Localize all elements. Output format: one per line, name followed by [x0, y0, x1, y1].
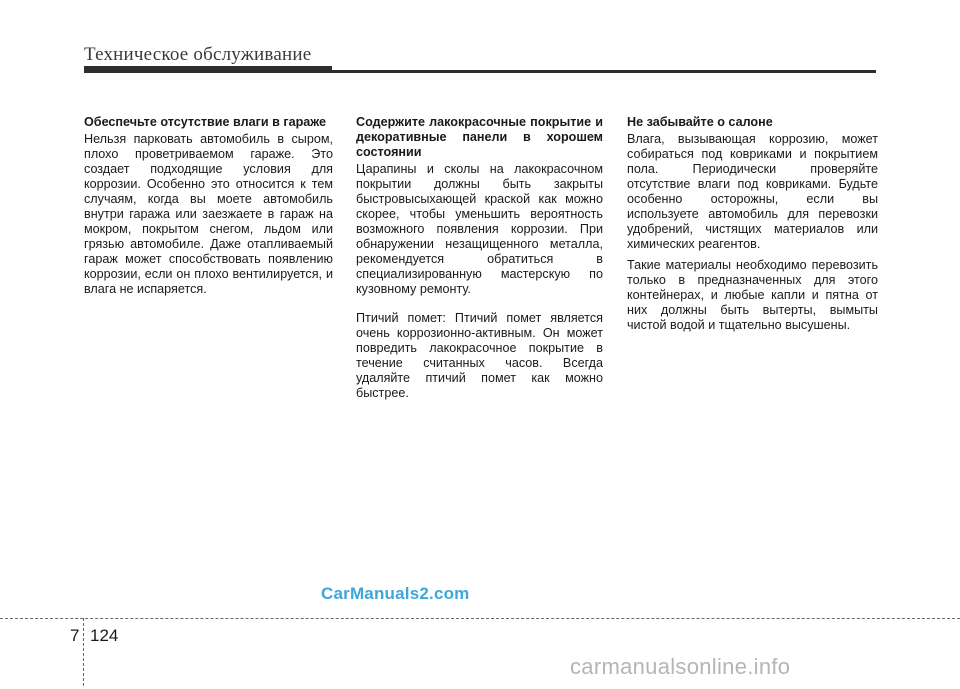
column-interior [627, 115, 878, 339]
paragraph: Нельзя парковать автомобиль в сыром, плохо проветриваемом гараже. Это создает подходящие условия для коррозии. Особенно это относится к тем случаям, когда вы моете автомобиль внутри гаража или заезжаете в гараж на мокром, покрытом снегом, льдом или грязью автомобиле. Даже отапливаемый гараж может способствовать появлению коррозии, если он плохо вентилируется, и влага не испаряется. [84, 132, 333, 296]
chapter-number: 7 [70, 626, 80, 645]
header-rule-thick [84, 66, 332, 73]
watermark-carmanualsonline[interactable]: carmanualsonline.info [570, 654, 791, 679]
page-number: 124 [90, 626, 119, 645]
header-rule-thin [332, 70, 876, 73]
watermark-carmanuals2[interactable]: CarManuals2.com [321, 584, 470, 603]
paragraph: Птичий помет: Птичий помет является очень коррозионно-активным. Он может повредить лакокрасочное покрытие в течение считанных часов. Всегда удаляйте птичий помет как можно быстрее. [356, 311, 603, 400]
column-humidity [84, 115, 333, 303]
section-heading-paint: Содержите лакокрасочные покрытие и декоративные панели в хорошем состоянии [356, 115, 603, 159]
page-header-title: Техническое обслуживание [84, 44, 312, 65]
paragraph: Царапины и сколы на лакокрасочном покрытии должны быть закрыты быстровысыхающей краской как можно скорее, чтобы уменьшить вероятность возможного появления коррозии. При обнаружении незащищенного металла, рекомендуется обратиться в специализированную мастерскую по кузовному ремонту. [356, 162, 603, 296]
footer-divider-horizontal [0, 618, 960, 619]
column-paint [356, 115, 603, 407]
footer-divider-vertical [83, 618, 84, 686]
section-heading-interior: Не забывайте о салоне [627, 115, 773, 129]
section-heading-humidity: Обеспечьте отсутствие влаги в гараже [84, 115, 327, 129]
paragraph: Влага, вызывающая коррозию, может собираться под ковриками и покрытием пола. Периодически проверяйте отсутствие влаги под ковриками. Будьте особенно осторожны, если вы используете автомобиль для перевозки удобрений, чистящих материалов или химических реагентов. [627, 132, 878, 251]
paragraph: Такие материалы необходимо перевозить только в предназначенных для этого контейнерах, и любые капли и пятна от них должны быть вытерты, вымыты чистой водой и тщательно высушены. [627, 258, 878, 332]
